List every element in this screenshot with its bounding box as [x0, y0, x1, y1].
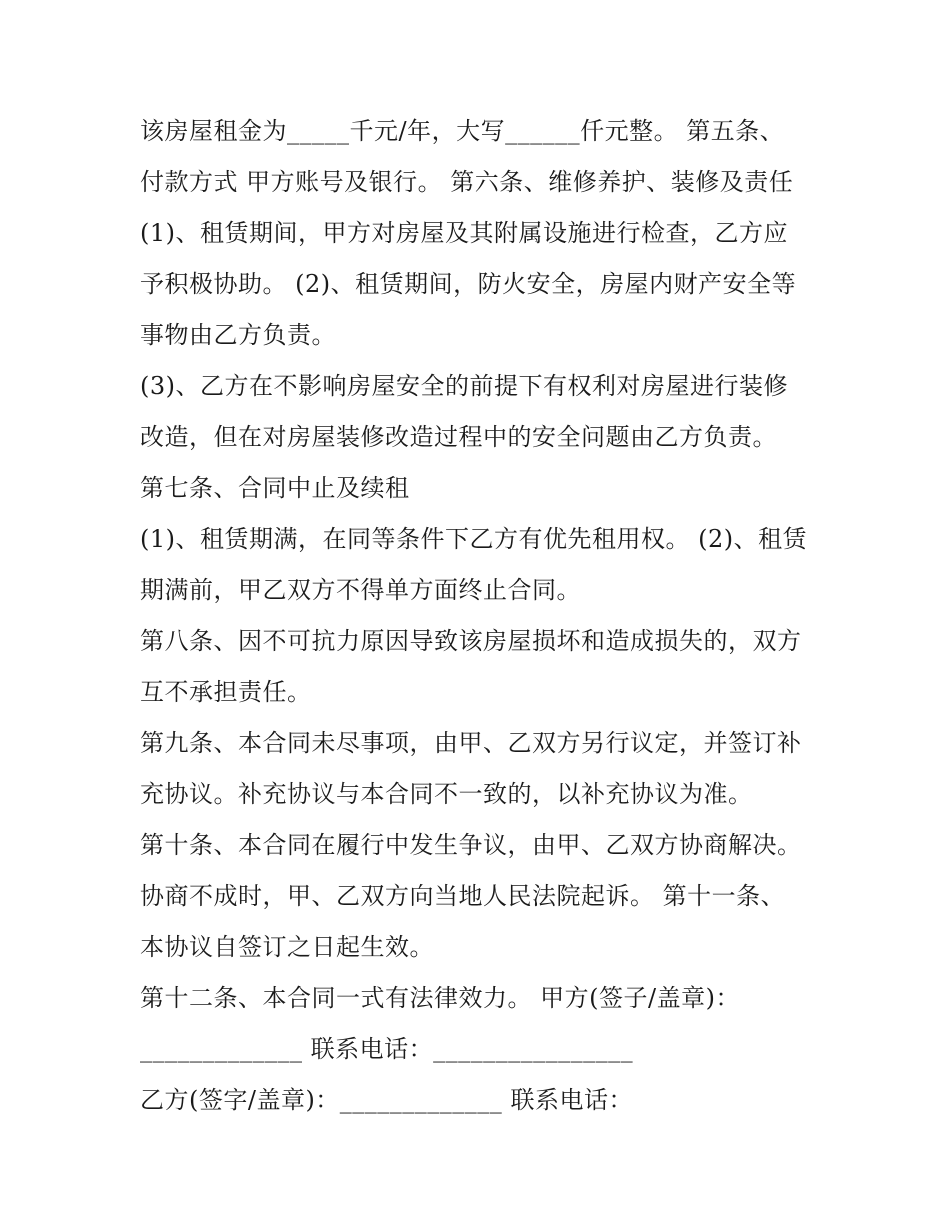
text-line-article-12: 第十二条、本合同一式有法律效力。 甲方(签子/盖章)： — [140, 984, 740, 1012]
text-line-article-11: 本协议自签订之日起生效。 — [140, 933, 434, 961]
text-line-article-10-1: 第十条、本合同在履行中发生争议，由甲、乙双方协商解决。 — [140, 831, 802, 859]
text-line-payment: 付款方式 甲方账号及银行。 第六条、维修养护、装修及责任 — [140, 168, 794, 196]
text-line-article-8-1: 第八条、因不可抗力原因导致该房屋损坏和造成损失的，双方 — [140, 627, 802, 655]
text-line-article-9-1: 第九条、本合同未尽事项，由甲、乙双方另行议定，并签订补 — [140, 729, 802, 757]
text-line-maintenance-2: 予积极协助。 (2)、租赁期间，防火安全，房屋内财产安全等 — [140, 270, 797, 298]
text-line-maintenance-1: (1)、租赁期间，甲方对房屋及其附属设施进行检查，乙方应 — [140, 219, 788, 247]
text-line-maintenance-3: 事物由乙方负责。 — [140, 321, 336, 349]
text-line-article-7: 第七条、合同中止及续租 — [140, 474, 410, 502]
contract-body — [140, 106, 840, 1126]
text-line-rent: 该房屋租金为_____千元/年，大写______仟元整。 第五条、 — [140, 117, 785, 145]
text-line-renewal-1: (1)、租赁期满，在同等条件下乙方有优先租用权。 (2)、租赁 — [140, 525, 808, 553]
signature-line-party-b: 乙方(签字/盖章)：_____________ 联系电话： — [140, 1086, 633, 1114]
text-line-article-9-2: 充协议。补充协议与本合同不一致的，以补充协议为准。 — [140, 780, 753, 808]
text-line-renovation-1: (3)、乙方在不影响房屋安全的前提下有权利对房屋进行装修 — [140, 372, 788, 400]
text-line-renewal-2: 期满前，甲乙双方不得单方面终止合同。 — [140, 576, 581, 604]
text-line-article-8-2: 互不承担责任。 — [140, 678, 312, 706]
text-line-article-10-2: 协商不成时，甲、乙双方向当地人民法院起诉。 第十一条、 — [140, 882, 786, 910]
signature-line-party-a: _____________ 联系电话：________________ — [140, 1035, 634, 1063]
text-line-renovation-2: 改造，但在对房屋装修改造过程中的安全问题由乙方负责。 — [140, 423, 777, 451]
